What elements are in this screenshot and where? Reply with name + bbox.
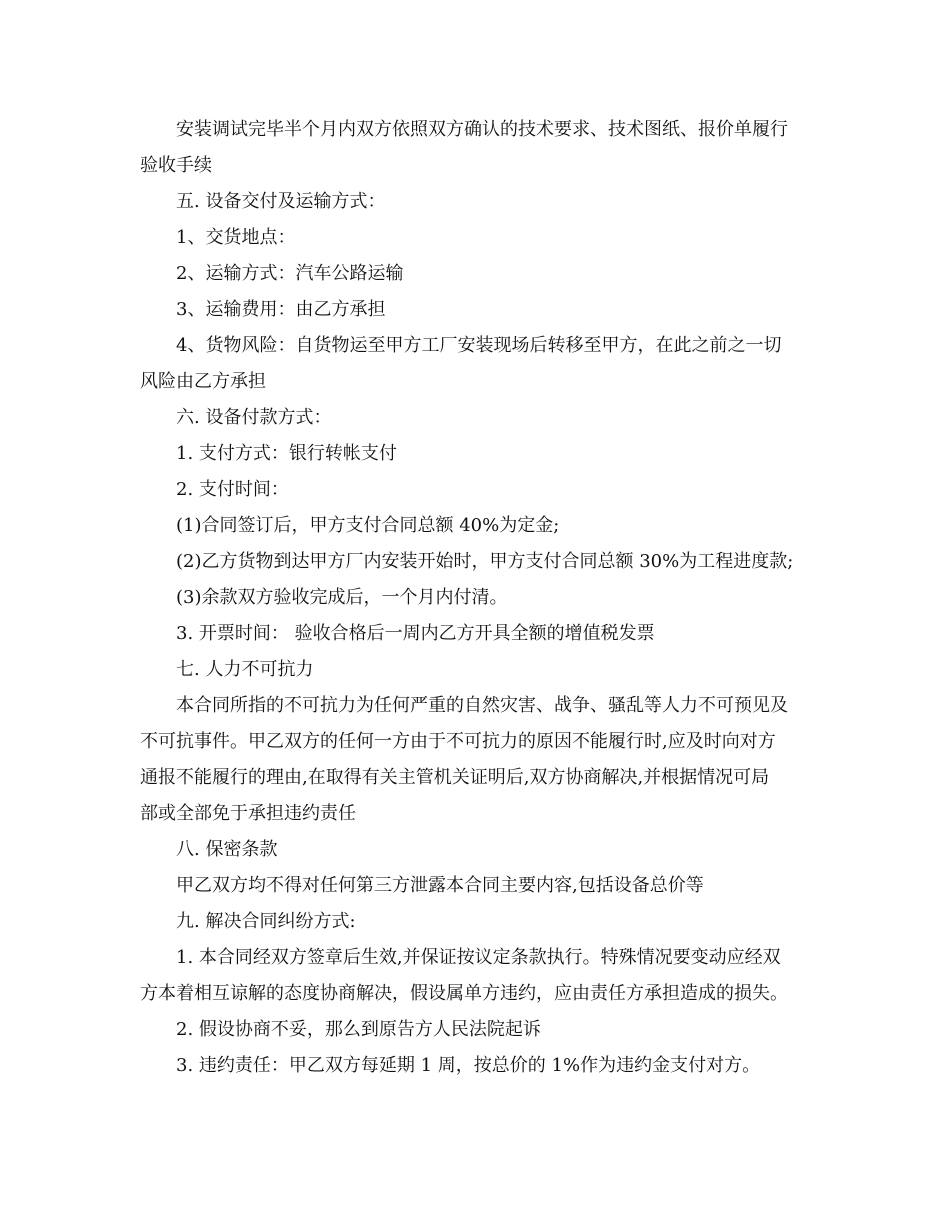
text-line: 1、交货地点： bbox=[176, 227, 296, 248]
section-heading: 五. 设备交付及运输方式： bbox=[176, 191, 386, 212]
text-line: 验收手续 bbox=[140, 155, 212, 176]
text-line: 3. 开票时间： 验收合格后一周内乙方开具全额的增值税发票 bbox=[176, 623, 655, 644]
text-line: 风险由乙方承担 bbox=[140, 371, 266, 392]
document-body bbox=[140, 112, 812, 1084]
text-line: 甲乙双方均不得对任何第三方泄露本合同主要内容,包括设备总价等 bbox=[176, 875, 704, 896]
text-line: 本合同所指的不可抗力为任何严重的自然灾害、战争、骚乱等人力不可预见及 bbox=[176, 695, 788, 716]
section-heading: 八. 保密条款 bbox=[176, 839, 278, 860]
text-line: 2. 假设协商不妥，那么到原告方人民法院起诉 bbox=[176, 1019, 541, 1040]
text-line: 通报不能履行的理由,在取得有关主管机关证明后,双方协商解决,并根据情况可局 bbox=[140, 767, 770, 788]
text-line: (3)余款双方验收完成后，一个月内付清。 bbox=[176, 587, 508, 608]
text-line: 2、运输方式：汽车公路运输 bbox=[176, 263, 404, 284]
text-line: 1. 支付方式：银行转帐支付 bbox=[176, 443, 397, 464]
section-heading: 九. 解决合同纠纷方式: bbox=[176, 911, 356, 932]
text-line: 不可抗事件。甲乙双方的任何一方由于不可抗力的原因不能履行时,应及时向对方 bbox=[140, 731, 776, 752]
text-line: 2. 支付时间： bbox=[176, 479, 289, 500]
text-line: (2)乙方货物到达甲方厂内安装开始时，甲方支付合同总额 30%为工程进度款; bbox=[176, 551, 794, 572]
text-line: 4、货物风险：自货物运至甲方工厂安装现场后转移至甲方，在此之前之一切 bbox=[176, 335, 782, 356]
text-line: 3. 违约责任：甲乙双方每延期 1 周，按总价的 1%作为违约金支付对方。 bbox=[176, 1055, 761, 1076]
text-line: 方本着相互谅解的态度协商解决，假设属单方违约，应由责任方承担造成的损失。 bbox=[140, 983, 788, 1004]
text-line: 部或全部免于承担违约责任 bbox=[140, 803, 356, 824]
text-line: 3、运输费用：由乙方承担 bbox=[176, 299, 386, 320]
text-line: 1. 本合同经双方签章后生效,并保证按议定条款执行。特殊情况要变动应经双 bbox=[176, 947, 781, 968]
section-heading: 七. 人力不可抗力 bbox=[176, 659, 314, 680]
section-heading: 六. 设备付款方式： bbox=[176, 407, 332, 428]
text-line: 安装调试完毕半个月内双方依照双方确认的技术要求、技术图纸、报价单履行 bbox=[176, 119, 788, 140]
text-line: (1)合同签订后，甲方支付合同总额 40%为定金; bbox=[176, 515, 560, 536]
